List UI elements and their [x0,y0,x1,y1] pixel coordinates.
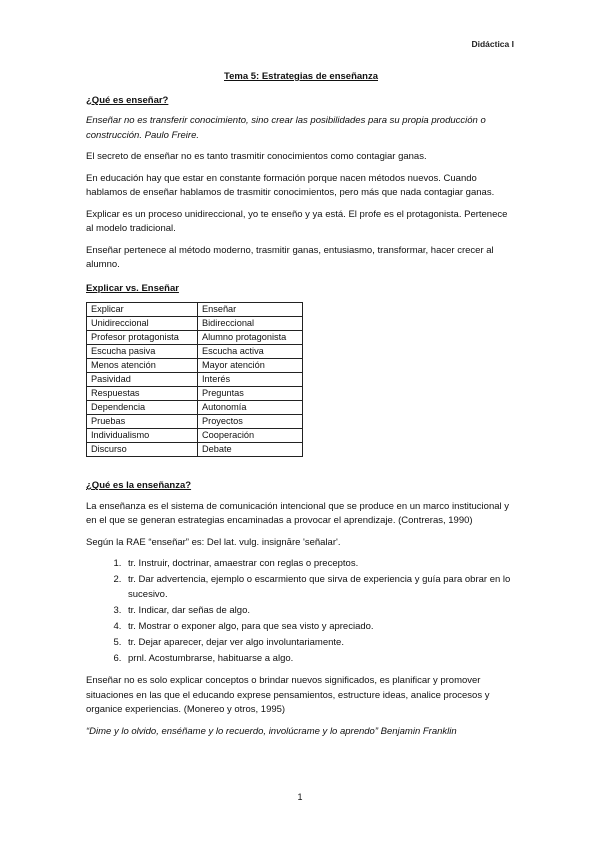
table-row [87,303,303,317]
section-heading-explicar-vs-ensenar: Explicar vs. Enseñar [86,282,179,294]
comparison-table [86,302,303,457]
list-item: 5. tr. Dejar aparecer, dejar ver algo involuntariamente. [124,636,516,651]
paragraph: Explicar es un proceso unidireccional, yo te enseño y ya está. El profe es el protagonista. Pertenece al modelo tradicional. [86,208,508,234]
page-title: Tema 5: Estrategias de enseñanza [224,71,378,82]
table-row [87,443,303,457]
table-row [87,345,303,359]
page-number: 1 [297,791,303,802]
closing-paragraph: Enseñar no es solo explicar conceptos o brindar nuevos significados, es planificar y promover situaciones en las que el educando exprese pensamientos, estructure ideas, analice procesos y organice experiencias. (Monereo y otros, 1995) [86,675,490,715]
table-cell-explicar: Explicar [87,303,198,317]
table-row [87,317,303,331]
list-item: 1. tr. Instruir, doctrinar, amaestrar con reglas o preceptos. [124,557,516,572]
table-cell-explicar: Dependencia [87,401,198,415]
table-row [87,415,303,429]
table-cell-ensenar: Proyectos [198,415,303,429]
table-cell-ensenar: Enseñar [198,303,303,317]
list-item: 6. prnl. Acostumbrarse, habituarse a algo. [124,652,516,667]
rae-intro: Según la RAE “enseñar” es: Del lat. vulg. insignāre 'señalar'. [86,536,341,548]
section-heading-que-es-ensenar: ¿Qué es enseñar? [86,94,169,106]
section-heading-que-es-la-ensenanza: ¿Qué es la enseñanza? [86,480,192,491]
table-cell-ensenar: Interés [198,373,303,387]
table-cell-ensenar: Alumno protagonista [198,331,303,345]
table-row [87,359,303,373]
table-cell-explicar: Escucha pasiva [87,345,198,359]
table-cell-explicar: Unidireccional [87,317,198,331]
table-row [87,331,303,345]
table-row [87,387,303,401]
freire-quote: Enseñar no es transferir conocimiento, sino crear las posibilidades para su propia producción o construcción. Paulo Freire. [86,115,486,141]
definition-paragraph: La enseñanza es el sistema de comunicación intencional que se produce en un marco institucional y en el que se generan estrategias encaminadas a provocar el aprendizaje. (Contreras, 1990) [86,500,510,526]
document-body [86,70,516,746]
table-row [87,429,303,443]
rae-definitions-list [86,557,516,666]
franklin-quote: “Dime y lo olvido, enséñame y lo recuerdo, involúcrame y lo aprendo” Benjamin Franklin [86,725,457,737]
paragraph: Enseñar pertenece al método moderno, trasmitir ganas, entusiasmo, transformar, hacer crecer al alumno. [86,244,494,270]
header-course-label: Didáctica I [471,39,514,49]
paragraph: En educación hay que estar en constante formación porque nacen métodos nuevos. Cuando hablamos de enseñar hablamos de trasmitir conocimientos, pero más que nada contagiar ganas. [86,172,495,198]
table-cell-explicar: Profesor protagonista [87,331,198,345]
table-cell-explicar: Discurso [87,443,198,457]
table-cell-ensenar: Cooperación [198,429,303,443]
list-item: 4. tr. Mostrar o exponer algo, para que sea visto y apreciado. [124,620,516,635]
table-cell-ensenar: Autonomía [198,401,303,415]
table-cell-explicar: Pasividad [87,373,198,387]
table-cell-ensenar: Preguntas [198,387,303,401]
table-cell-ensenar: Bidireccional [198,317,303,331]
table-cell-explicar: Respuestas [87,387,198,401]
table-cell-ensenar: Escucha activa [198,345,303,359]
table-cell-explicar: Pruebas [87,415,198,429]
list-item: 2. tr. Dar advertencia, ejemplo o escarmiento que sirva de experiencia y guía para obrar en lo sucesivo. [124,573,516,602]
table-cell-ensenar: Mayor atención [198,359,303,373]
table-cell-ensenar: Debate [198,443,303,457]
table-cell-explicar: Menos atención [87,359,198,373]
table-row [87,401,303,415]
table-row [87,373,303,387]
paragraph: El secreto de enseñar no es tanto trasmitir conocimientos como contagiar ganas. [86,151,427,162]
list-item: 3. tr. Indicar, dar señas de algo. [124,604,516,619]
table-cell-explicar: Individualismo [87,429,198,443]
